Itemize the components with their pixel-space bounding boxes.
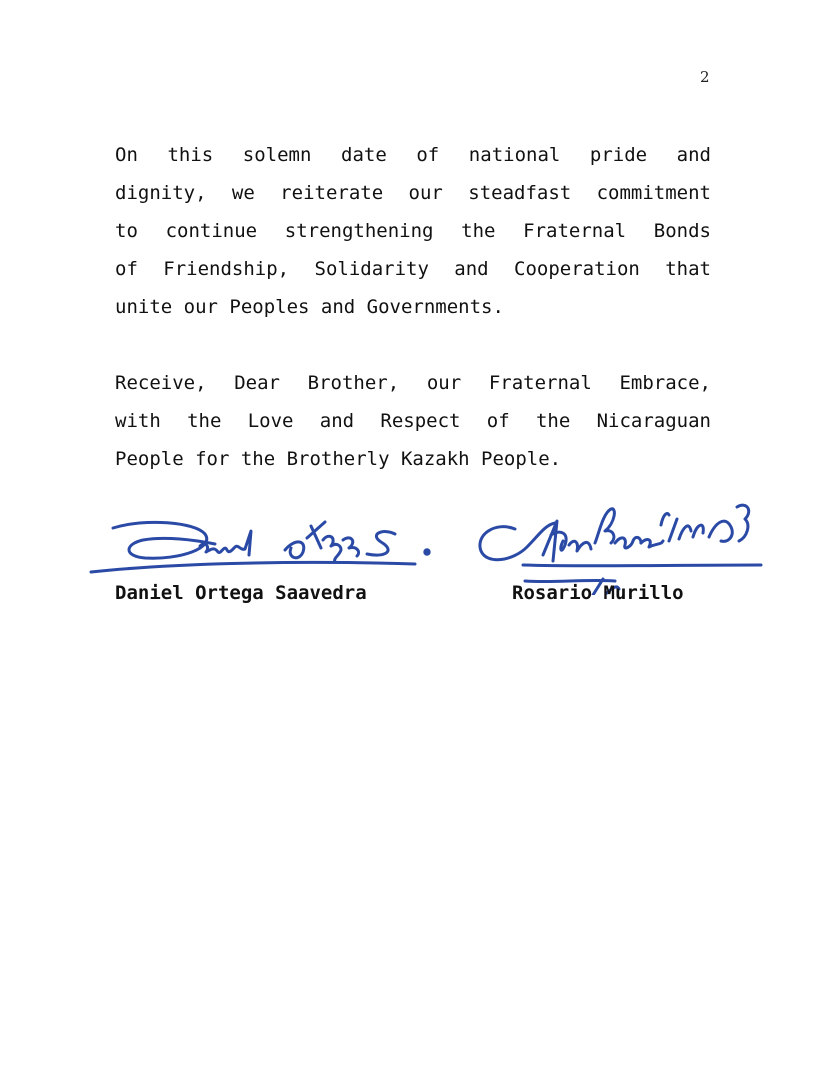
paragraph-line: to continue strengthening the Fraternal Bonds	[115, 220, 711, 242]
signature-daniel-ortega	[85, 500, 445, 585]
page-number: 2	[700, 68, 710, 86]
paragraph-line: with the Love and Respect of the Nicaraguan	[115, 410, 711, 432]
paragraph-line: unite our Peoples and Governments.	[115, 296, 504, 318]
paragraph-line: of Friendship, Solidarity and Cooperation that	[115, 258, 711, 280]
signature-rosario-murillo	[465, 485, 770, 595]
letter-paragraph-2	[115, 364, 711, 478]
letter-paragraph-1	[115, 136, 711, 326]
paragraph-line: Receive, Dear Brother, our Fraternal Embrace,	[115, 372, 711, 394]
paragraph-line: On this solemn date of national pride and	[115, 144, 711, 166]
signer-name-right: Rosario Murillo	[512, 582, 684, 604]
paragraph-line: People for the Brotherly Kazakh People.	[115, 448, 562, 470]
signer-name-left: Daniel Ortega Saavedra	[115, 582, 367, 604]
paragraph-line: dignity, we reiterate our steadfast commitment	[115, 182, 711, 204]
